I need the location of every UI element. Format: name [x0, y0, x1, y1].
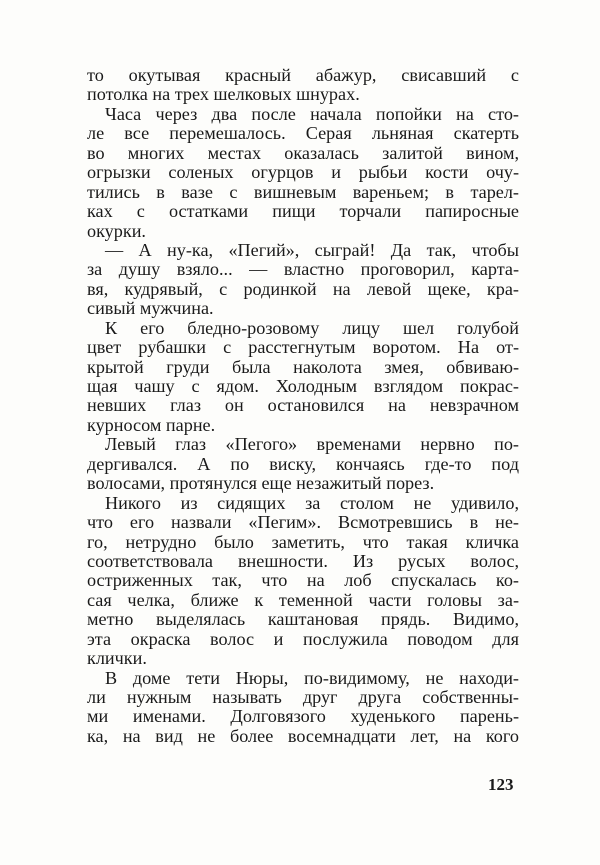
text-line: эта окраска волос и послужила поводом для	[87, 628, 519, 649]
paragraph	[87, 669, 519, 747]
text-line: волосами, протянулся еще незажитый порез.	[87, 473, 435, 494]
page-number: 123	[488, 775, 514, 794]
text-line: во многих местах оказалась залитой вином,	[87, 142, 519, 163]
text-line: сивый мужчина.	[87, 298, 214, 319]
text-line: что его назвали «Пегим». Всмотревшись в не-	[87, 512, 519, 533]
text-line: — А ну-ка, «Пегий», сыграй! Да так, чтобы	[105, 239, 519, 260]
text-line: невших глаз он остановился на невзрачном	[87, 395, 519, 416]
text-line: ка, на вид не более восемнадцати лет, на кого	[87, 725, 519, 746]
text-line: метно выделялась каштановая прядь. Видимо,	[87, 609, 519, 630]
text-line: клички.	[87, 648, 147, 669]
text-line: щая чашу с ядом. Холодным взглядом покрас-	[87, 376, 519, 396]
text-line: К его бледно-розовому лицу шел голубой	[105, 317, 519, 338]
paragraph	[87, 241, 519, 319]
text-line: В доме тети Нюры, по-видимому, не находи-	[105, 667, 519, 688]
text-line: крытой груди была наколота змея, обвиваю-	[87, 356, 519, 377]
text-line: курносом парне.	[87, 414, 216, 435]
paragraph	[87, 66, 519, 105]
text-line: потолка на трех шелковых шнурах.	[87, 84, 360, 105]
text-line: вя, кудрявый, с родинкой на левой щеке, кра-	[87, 278, 519, 299]
text-line: остриженных так, что на лоб спускалась ко-	[87, 570, 519, 591]
text-line: Часа через два после начала попойки на сто-	[105, 103, 519, 124]
page-body-text	[87, 66, 519, 746]
text-line: Левый глаз «Пегого» временами нервно по-	[105, 434, 519, 455]
text-line: то окутывая красный абажур, свисавший с	[87, 65, 519, 85]
text-line: огрызки соленых огурцов и рыбьи кости очу-	[87, 162, 519, 183]
text-line: сая челка, ближе к теменной части головы за-	[87, 589, 519, 610]
text-line: ли нужным называть друг друга собственны-	[87, 687, 519, 707]
text-line: окурки.	[87, 220, 146, 241]
paragraph	[87, 319, 519, 436]
text-line: го, нетрудно было заметить, что такая кличка	[87, 531, 519, 552]
paragraph	[87, 435, 519, 493]
text-line: ле все перемешалось. Серая льняная скатерть	[87, 123, 519, 144]
text-line: соответствовала внешности. Из русых волос,	[87, 550, 519, 571]
paragraph	[87, 494, 519, 669]
text-line: цвет рубашки с расстегнутым воротом. На от-	[87, 337, 519, 358]
text-line: тились в вазе с вишневым вареньем; в тарел-	[87, 181, 519, 202]
text-line: ми именами. Долговязого худенького парень-	[87, 706, 519, 727]
text-line: ках с остатками пищи торчали папиросные	[87, 201, 519, 222]
text-line: Никого из сидящих за столом не удивило,	[105, 492, 519, 513]
paragraph	[87, 105, 519, 241]
text-line: за душу взяло... — властно проговорил, карта-	[87, 259, 519, 280]
text-line: дергивался. А по виску, кончаясь где-то под	[87, 453, 519, 474]
